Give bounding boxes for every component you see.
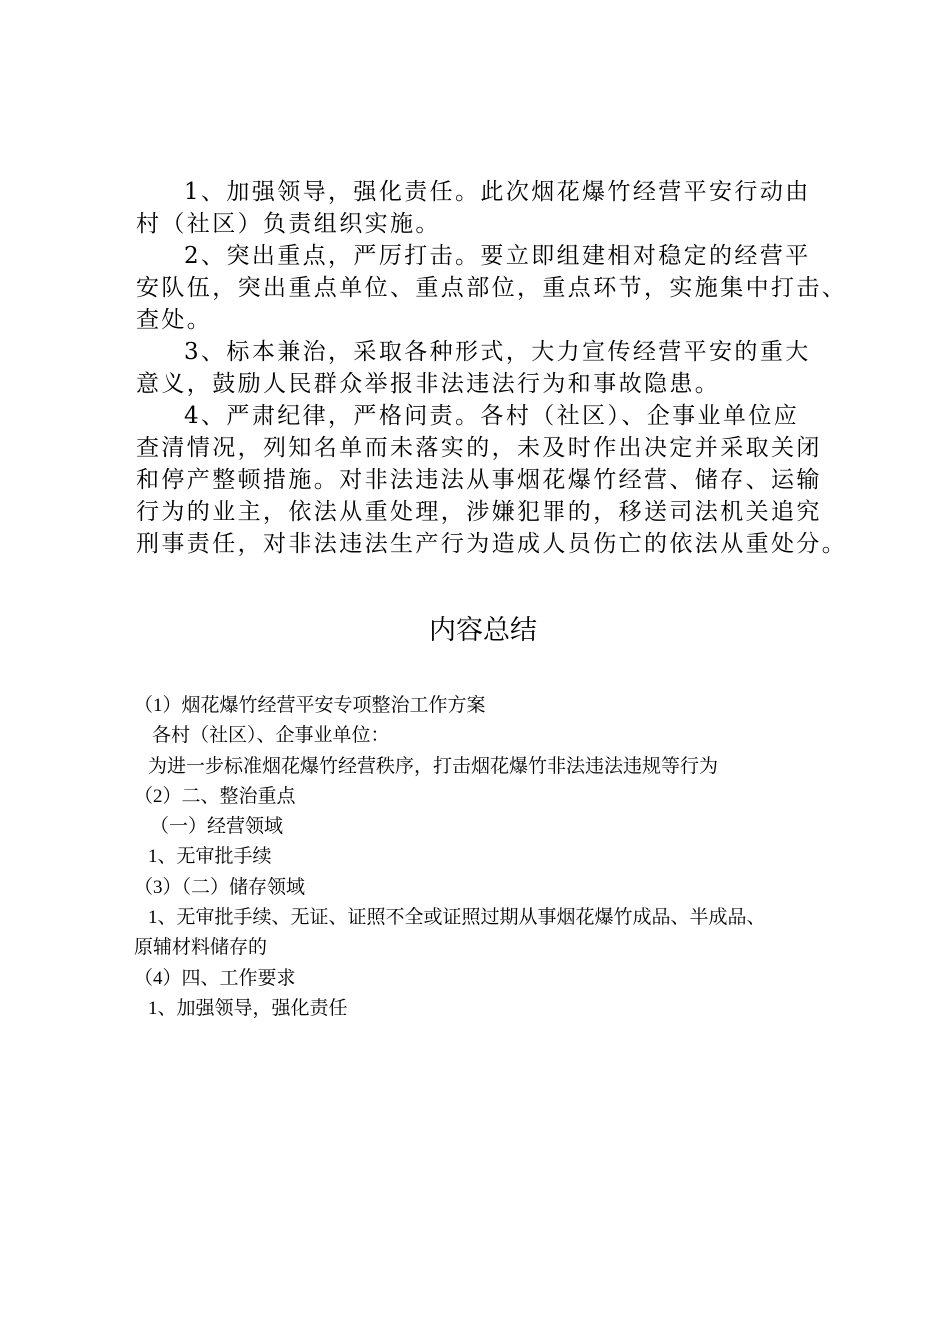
summary-line-10: （4）四、工作要求 [134,967,296,989]
paragraph-4-line-2: 查清情况，列知名单而未落实的，未及时作出决定并采取关闭 [136,435,822,461]
summary-line-9: 原辅材料储存的 [134,937,268,959]
summary-line-6: 1、无审批手续 [148,846,272,868]
summary-line-1: （1）烟花爆竹经营平安专项整治工作方案 [134,695,486,716]
summary-line-11: 1、加强领导，强化责任 [148,997,348,1019]
paragraph-2-line-1: 2、突出重点，严厉打击。要立即组建相对稳定的经营平 [184,243,811,269]
body-text [136,176,848,560]
paragraph-2-line-2: 安队伍，突出重点单位、重点部位，重点环节，实施集中打击、 [136,275,848,301]
paragraph-3-line-2: 意义，鼓励人民群众举报非法违法行为和事故隐患。 [136,371,721,397]
paragraph-3-line-1: 3、标本兼治，采取各种形式，大力宣传经营平安的重大 [184,339,811,365]
paragraph-1-line-2: 村（社区）负责组织实施。 [136,211,441,237]
summary-list [134,691,844,1024]
paragraph-4-line-3: 和停产整顿措施。对非法违法从事烟花爆竹经营、储存、运输 [136,467,822,493]
summary-line-2: 各村（社区）、企事业单位： [152,725,390,747]
summary-line-3: 为进一步标准烟花爆竹经营秩序，打击烟花爆竹非法违法违规等行为 [148,755,719,777]
summary-title: 内容总结 [429,615,537,645]
summary-line-8: 1、无审批手续、无证、证照不全或证照过期从事烟花爆竹成品、半成品、 [148,907,766,929]
summary-line-5: （一）经营领域 [150,816,284,838]
summary-line-4: （2）二、整治重点 [134,785,296,807]
paragraph-4-line-1: 4、严肃纪律，严格问责。各村（社区）、企事业单位应 [184,403,800,429]
paragraph-4-line-5: 刑事责任，对非法违法生产行为造成人员伤亡的依法从重处分。 [136,531,848,557]
paragraph-4-line-4: 行为的业主，依法从重处理，涉嫌犯罪的，移送司法机关追究 [136,499,822,525]
summary-line-7: （3）（二）储存领域 [134,876,306,898]
paragraph-2-line-3: 查处。 [136,307,213,333]
paragraph-1-line-1: 1、加强领导，强化责任。此次烟花爆竹经营平安行动由 [184,179,811,205]
